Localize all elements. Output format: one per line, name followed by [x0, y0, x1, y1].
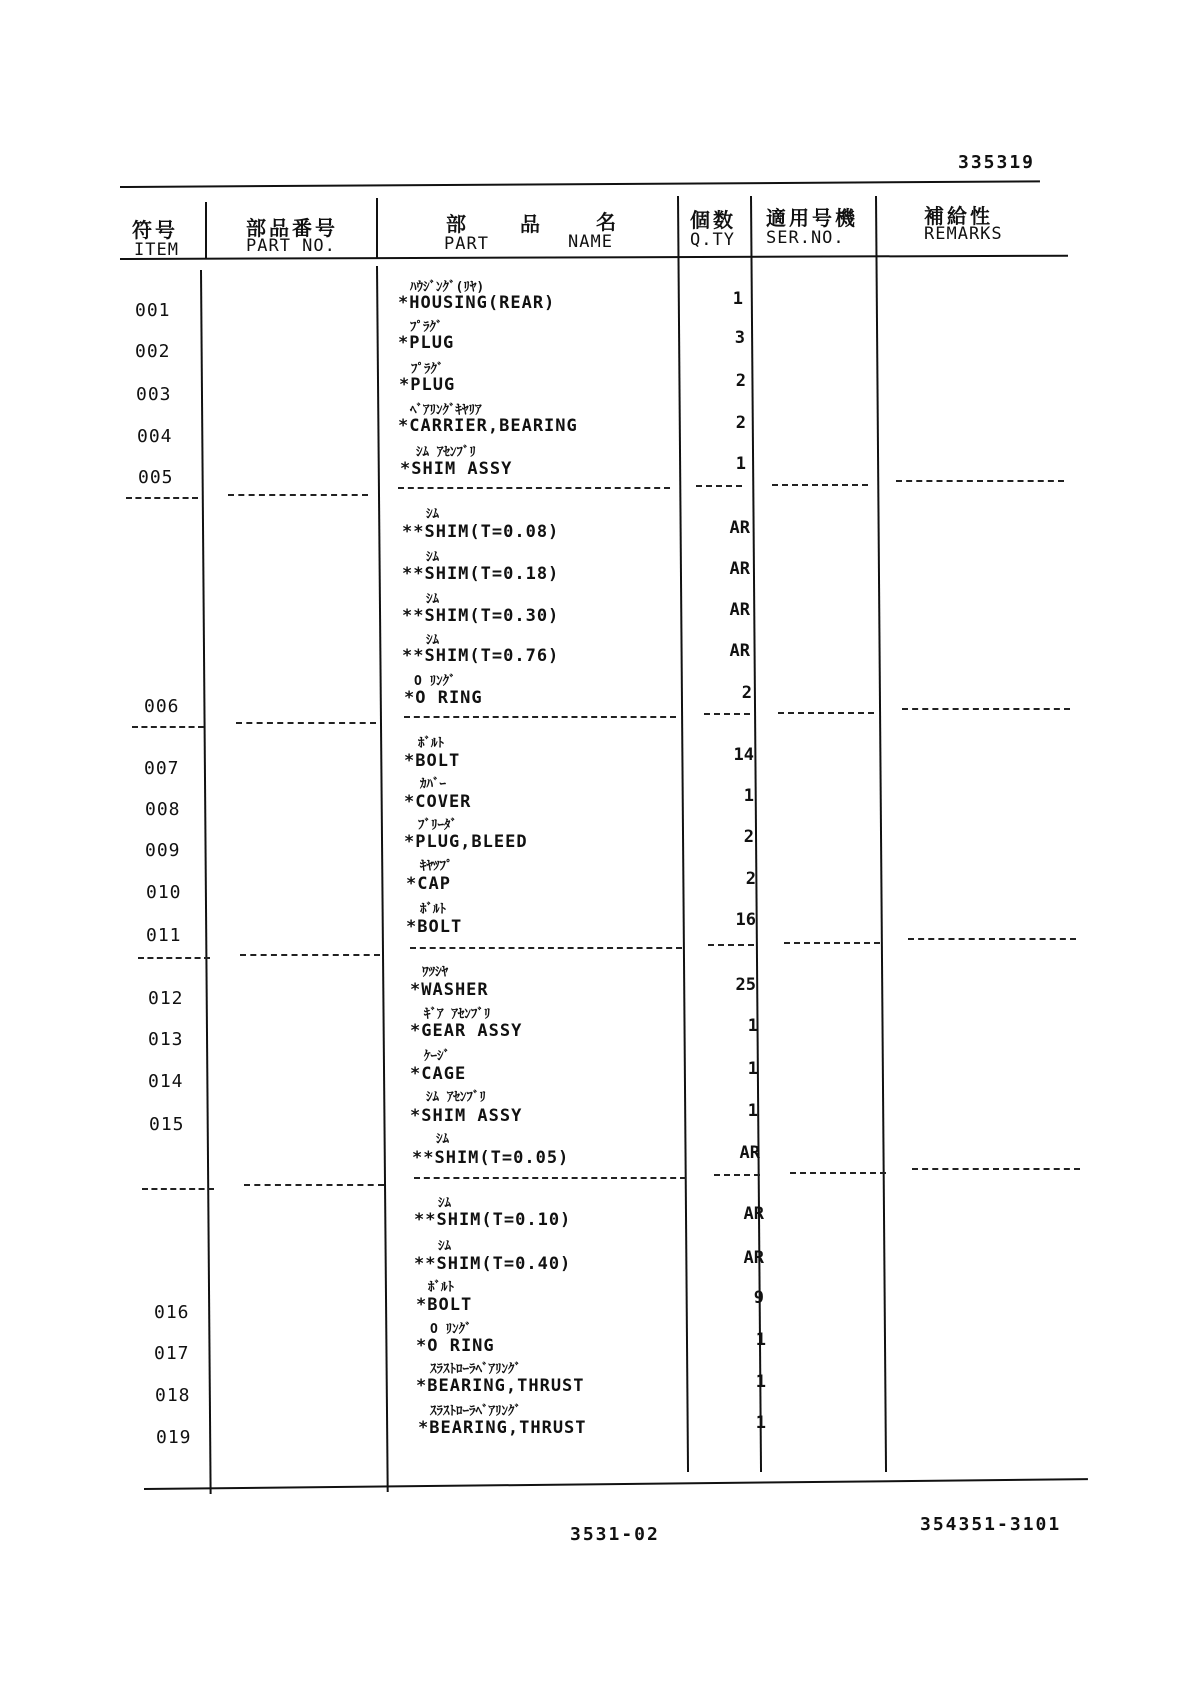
quantity: AR	[729, 559, 750, 579]
part-name-kana: ｽﾗｽﾄﾛｰﾗﾍﾞｱﾘﾝｸﾞ	[430, 1362, 521, 1377]
part-name: *COVER	[404, 792, 472, 812]
page-code: 3531-02	[570, 1524, 660, 1545]
column-divider-partno	[376, 266, 389, 1492]
header-partno-en: PART NO.	[246, 236, 336, 256]
item-number: 007	[144, 758, 180, 779]
quantity: 1	[747, 1059, 758, 1079]
part-name: *SHIM ASSY	[400, 459, 513, 479]
part-name-kana: ﾜﾂｼﾔ	[422, 965, 448, 980]
column-divider-item	[200, 270, 212, 1494]
part-name-kana: ﾎﾞﾙﾄ	[428, 1280, 454, 1295]
quantity: 25	[735, 975, 756, 995]
part-name-kana: ｼﾑ	[426, 507, 439, 522]
quantity: 14	[733, 745, 754, 765]
part-name: *BOLT	[404, 751, 461, 771]
header-remarks-en: REMARKS	[924, 224, 1003, 244]
part-name: *SHIM ASSY	[410, 1106, 523, 1126]
part-name: *HOUSING(REAR)	[398, 293, 556, 313]
part-name: **SHIM(T=0.18)	[402, 564, 560, 584]
item-number: 009	[145, 840, 181, 861]
part-name-kana: ｶﾊﾞｰ	[420, 777, 446, 792]
part-name: *PLUG	[399, 375, 456, 395]
quantity: 1	[747, 1016, 758, 1036]
quantity: 16	[735, 910, 756, 930]
part-name: *O RING	[404, 688, 483, 708]
header-partname-jp-1: 部	[446, 212, 469, 236]
item-number: 014	[148, 1071, 184, 1092]
part-name-kana: ﾌﾟﾗｸﾞ	[410, 320, 443, 335]
header-partname-en-2: NAME	[568, 232, 613, 252]
header-item-jp: 符号	[132, 218, 178, 242]
part-name: *BEARING,THRUST	[416, 1376, 585, 1396]
column-divider-name	[677, 196, 689, 1472]
part-name: **SHIM(T=0.76)	[402, 646, 560, 666]
quantity: 1	[755, 1413, 766, 1433]
part-name-kana: ｼﾑ	[426, 592, 439, 607]
part-name: **SHIM(T=0.30)	[402, 606, 560, 626]
part-name: **SHIM(T=0.40)	[414, 1254, 572, 1274]
item-number: 004	[137, 426, 173, 447]
quantity: 1	[735, 454, 746, 474]
header-divider-2	[376, 198, 378, 258]
item-number: 015	[149, 1114, 185, 1135]
part-name: **SHIM(T=0.10)	[414, 1210, 572, 1230]
part-name: **SHIM(T=0.08)	[402, 522, 560, 542]
quantity: 2	[735, 413, 746, 433]
part-name-kana: ﾊｳｼﾞﾝｸﾞ(ﾘﾔ)	[410, 280, 485, 295]
item-number: 005	[138, 467, 174, 488]
header-remarks-jp: 補給性	[924, 204, 993, 228]
header-partno-jp: 部品番号	[246, 216, 338, 240]
header-divider-1	[205, 202, 207, 258]
part-name: *WASHER	[410, 980, 489, 1000]
part-name-kana: ｽﾗｽﾄﾛｰﾗﾍﾞｱﾘﾝｸﾞ	[430, 1404, 521, 1419]
quantity: 1	[747, 1101, 758, 1121]
quantity: 2	[743, 827, 754, 847]
part-name-kana: ｼﾑ	[426, 550, 439, 565]
quantity: AR	[729, 641, 750, 661]
quantity: 1	[732, 289, 743, 309]
part-name-kana: ﾎﾞﾙﾄ	[418, 736, 444, 751]
part-name: *PLUG	[398, 333, 455, 353]
header-qty-en: Q.TY	[690, 230, 735, 250]
reference-code: 354351-3101	[920, 1514, 1062, 1535]
item-number: 002	[135, 341, 171, 362]
quantity: AR	[743, 1248, 764, 1268]
header-item-en: ITEM	[134, 240, 179, 260]
quantity: AR	[729, 600, 750, 620]
part-name-kana: ｼﾑ	[436, 1132, 449, 1147]
part-name-kana: ｼﾑ	[438, 1239, 451, 1254]
part-name-kana: ｼﾑ ｱｾﾝﾌﾞﾘ	[416, 445, 476, 460]
quantity: AR	[743, 1204, 764, 1224]
part-name: *CARRIER,BEARING	[398, 416, 578, 436]
part-name-kana: ｼﾑ	[426, 633, 439, 648]
item-number: 018	[155, 1385, 191, 1406]
part-name: *BOLT	[416, 1295, 473, 1315]
part-name-kana: O ﾘﾝｸﾞ	[430, 1322, 472, 1337]
part-name-kana: O ﾘﾝｸﾞ	[414, 674, 456, 689]
quantity: AR	[739, 1143, 760, 1163]
quantity: 3	[734, 328, 745, 348]
quantity: 1	[755, 1330, 766, 1350]
quantity: AR	[729, 518, 750, 538]
item-number: 008	[145, 799, 181, 820]
quantity: 9	[753, 1288, 764, 1308]
part-name-kana: ﾎﾞﾙﾄ	[420, 902, 446, 917]
header-partname-jp-3: 名	[596, 210, 619, 234]
part-name-kana: ｹｰｼﾞ	[424, 1049, 450, 1064]
part-name: *BOLT	[406, 917, 463, 937]
part-name-kana: ｼﾑ ｱｾﾝﾌﾞﾘ	[426, 1090, 486, 1105]
column-divider-ser	[875, 196, 887, 1472]
part-name: *GEAR ASSY	[410, 1021, 523, 1041]
table-top-rule	[120, 180, 1040, 188]
part-name-kana: ｼﾑ	[438, 1196, 451, 1211]
item-number: 001	[135, 300, 171, 321]
item-number: 013	[148, 1029, 184, 1050]
part-name: *PLUG,BLEED	[404, 832, 528, 852]
header-ser-en: SER.NO.	[766, 228, 845, 248]
quantity: 2	[735, 371, 746, 391]
part-name-kana: ｷﾔﾂﾌﾟ	[420, 859, 453, 874]
quantity: 2	[745, 869, 756, 889]
quantity: 1	[743, 786, 754, 806]
part-name: *CAP	[406, 874, 451, 894]
part-name-kana: ﾌﾟﾗｸﾞ	[411, 362, 444, 377]
part-name-kana: ﾍﾞｱﾘﾝｸﾞｷﾔﾘｱ	[410, 403, 482, 418]
part-name-kana: ｷﾞｱ ｱｾﾝﾌﾞﾘ	[424, 1007, 491, 1022]
item-number: 003	[136, 384, 172, 405]
part-name-kana: ﾌﾞﾘｰﾀﾞ	[418, 818, 457, 833]
item-number: 012	[148, 988, 184, 1009]
header-partname-jp-2: 品	[520, 212, 543, 236]
part-name: *BEARING,THRUST	[418, 1418, 587, 1438]
header-partname-en-1: PART	[444, 234, 489, 254]
item-number: 011	[146, 925, 182, 946]
part-name: *O RING	[416, 1336, 495, 1356]
part-name: *CAGE	[410, 1064, 467, 1084]
item-number: 016	[154, 1302, 190, 1323]
part-name: **SHIM(T=0.05)	[412, 1148, 570, 1168]
item-number: 006	[144, 696, 180, 717]
quantity: 2	[741, 683, 752, 703]
quantity: 1	[755, 1372, 766, 1392]
header-qty-jp: 個数	[690, 208, 736, 232]
item-number: 010	[146, 882, 182, 903]
item-number: 019	[156, 1427, 192, 1448]
table-bottom-rule	[144, 1478, 1088, 1490]
header-ser-jp: 適用号機	[766, 206, 858, 230]
top-code: 335319	[958, 152, 1036, 173]
item-number: 017	[154, 1343, 190, 1364]
